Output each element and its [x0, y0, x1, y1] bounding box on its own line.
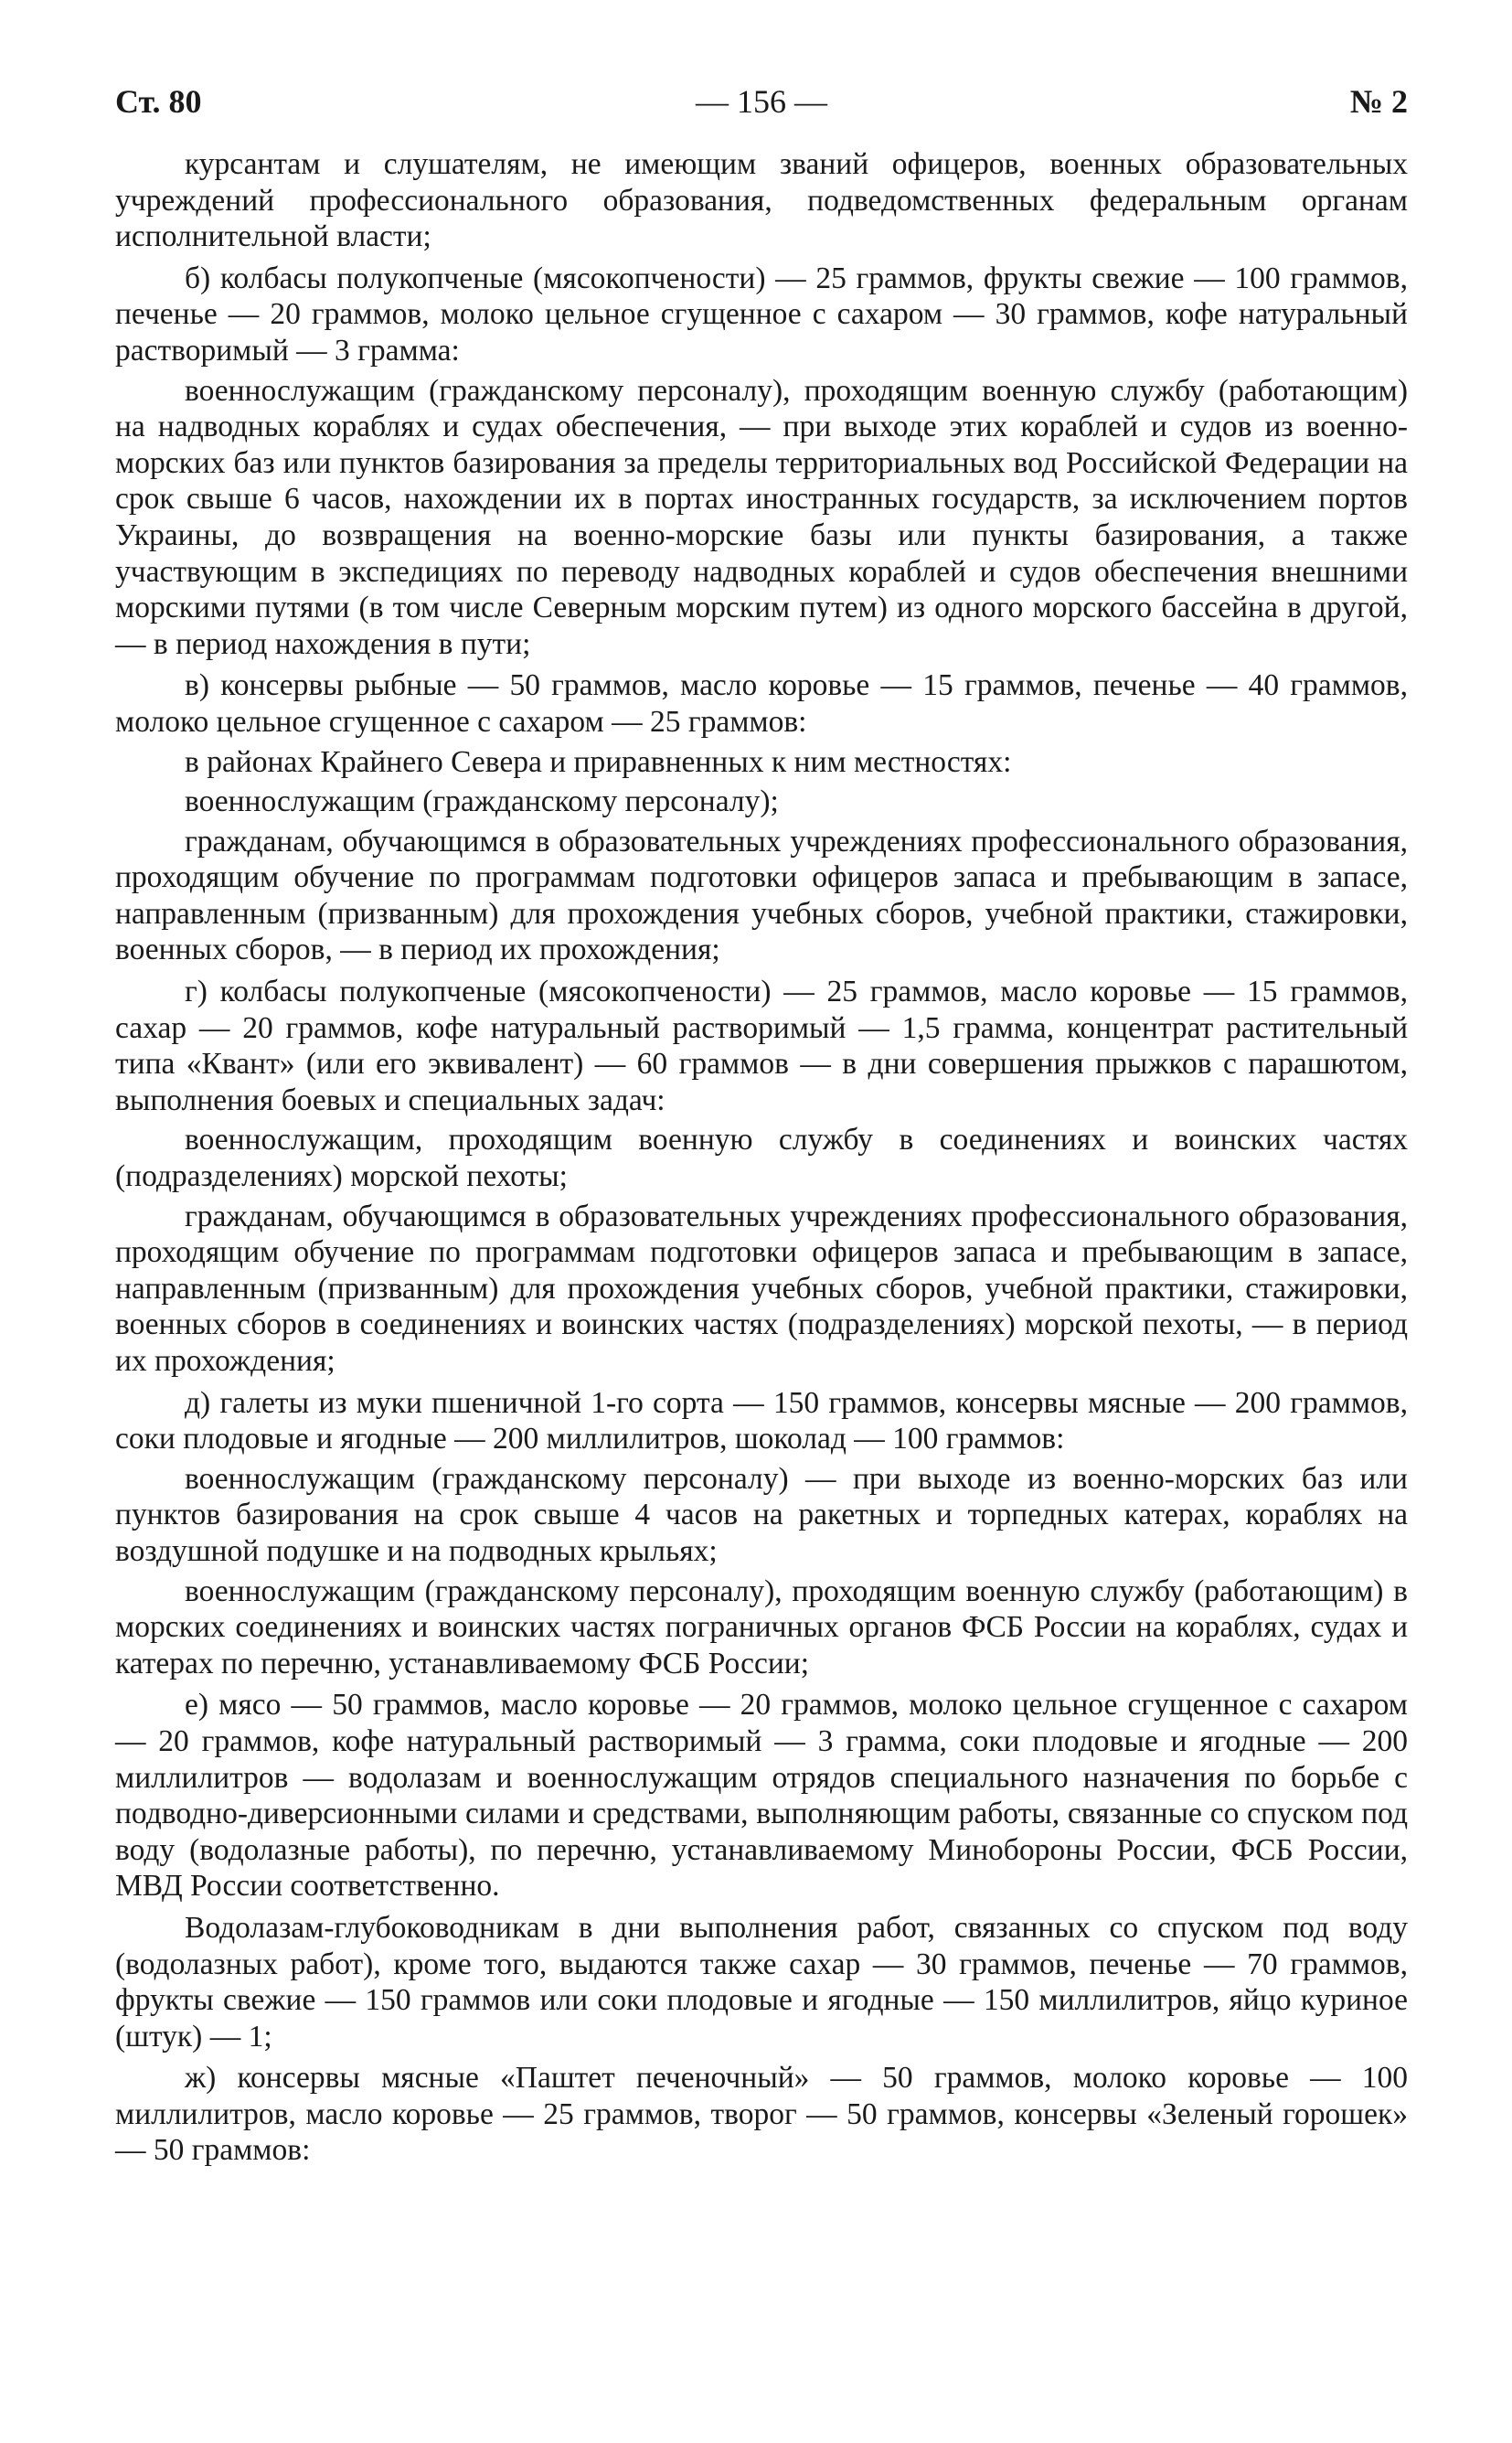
- document-body: [115, 146, 1408, 2172]
- article-number: Ст. 80: [115, 83, 202, 120]
- paragraph: Водолазам-глубоководникам в дни выполнения работ, связанных со спуском под воду (водолазных работ), кроме того, выдаются также сахар — 30 граммов, печенье — 70 граммов, фрукты свежие — 150 граммов или соки плодовые и ягодные — 150 миллилитров, яйцо куриное (штук) — 1;: [115, 1910, 1408, 2054]
- paragraph: ж) консервы мясные «Паштет печеночный» — 50 граммов, молоко коровье — 100 миллилитров, масло коровье — 25 граммов, творог — 50 граммов, консервы «Зеленый горошек» — 50 граммов:: [115, 2061, 1408, 2168]
- paragraph: е) мясо — 50 граммов, масло коровье — 20 граммов, молоко цельное сгущенное с сахаром — 20 граммов, кофе натуральный растворимый — 3 грамма, соки плодовые и ягодные — 200 миллилитров — водолазам и военнослужащим отрядов специального назначения по борьбе с подводно-диверсионными силами и средствами, выполняющим работы, связанные со спуском под воду (водолазные работы), по перечню, устанавливаемому Минобороны России, ФСБ России, МВД России соответственно.: [115, 1688, 1408, 1904]
- paragraph: д) галеты из муки пшеничной 1-го сорта — 150 граммов, консервы мясные — 200 граммов, соки плодовые и ягодные — 200 миллилитров, шоколад — 100 граммов:: [115, 1385, 1408, 1456]
- paragraph: гражданам, обучающимся в образовательных учреждениях профессионального образования, проходящим обучение по программам подготовки офицеров запаса и пребывающим в запасе, направленным (призванным) для прохождения учебных сборов, учебной практики, стажировки, военных сборов в соединениях и воинских частях (подразделениях) морской пехоты, — в период их прохождения;: [115, 1199, 1408, 1378]
- paragraph: г) колбасы полукопченые (мясокопчености) — 25 граммов, масло коровье — 15 граммов, сахар — 20 граммов, кофе натуральный растворимый — 1,5 грамма, концентрат растительный типа «Квант» (или его эквивалент) — 60 граммов — в дни совершения прыжков с парашютом, выполнения боевых и специальных задач:: [115, 975, 1408, 1117]
- paragraph: в районах Крайнего Севера и приравненных к ним местностях:: [185, 744, 1012, 779]
- paragraph: военнослужащим (гражданскому персоналу), проходящим военную службу (работающим) в морских соединениях и воинских частях пограничных органов ФСБ России на кораблях, судах и катерах по перечню, устанавливаемому ФСБ России;: [115, 1574, 1408, 1680]
- paragraph: в) консервы рыбные — 50 граммов, масло коровье — 15 граммов, печенье — 40 граммов, молоко цельное сгущенное с сахаром — 25 граммов:: [115, 668, 1408, 739]
- paragraph: военнослужащим (гражданскому персоналу);: [185, 784, 779, 819]
- paragraph: военнослужащим, проходящим военную службу в соединениях и воинских частях (подразделениях) морской пехоты;: [115, 1123, 1408, 1194]
- issue-number: № 2: [1349, 83, 1408, 120]
- paragraph: военнослужащим (гражданскому персоналу), проходящим военную службу (работающим) на надводных кораблях и судах обеспечения, — при выходе этих кораблей и судов из военно-морских баз или пунктов базирования за пределы территориальных вод Российской Федерации на срок свыше 6 часов, нахождении их в портах иностранных государств, за исключением портов Украины, до возвращения на военно-морские базы или пункты базирования, а также участвующим в экспедициях по переводу надводных кораблей и судов обеспечения внешними морскими путями (в том числе Северным морским путем) из одного морского бассейна в другой, — в период нахождения в пути;: [115, 373, 1408, 661]
- paragraph: военнослужащим (гражданскому персоналу) — при выходе из военно-морских баз или пунктов базирования на срок свыше 4 часов на ракетных и торпедных катерах, кораблях на воздушной подушке и на подводных крыльях;: [115, 1461, 1408, 1568]
- page-header: [115, 79, 1408, 124]
- paragraph: гражданам, обучающимся в образовательных учреждениях профессионального образования, проходящим обучение по программам подготовки офицеров запаса и пребывающим в запасе, направленным (призванным) для прохождения учебных сборов, учебной практики, стажировки, военных сборов, — в период их прохождения;: [115, 824, 1408, 967]
- paragraph: б) колбасы полукопченые (мясокопчености) — 25 граммов, фрукты свежие — 100 граммов, печенье — 20 граммов, молоко цельное сгущенное с сахаром — 30 граммов, кофе натуральный растворимый — 3 грамма:: [115, 261, 1408, 368]
- page-number: — 156 —: [696, 83, 827, 120]
- paragraph: курсантам и слушателям, не имеющим званий офицеров, военных образовательных учреждений профессионального образования, подведомственных федеральным органам исполнительной власти;: [115, 147, 1408, 254]
